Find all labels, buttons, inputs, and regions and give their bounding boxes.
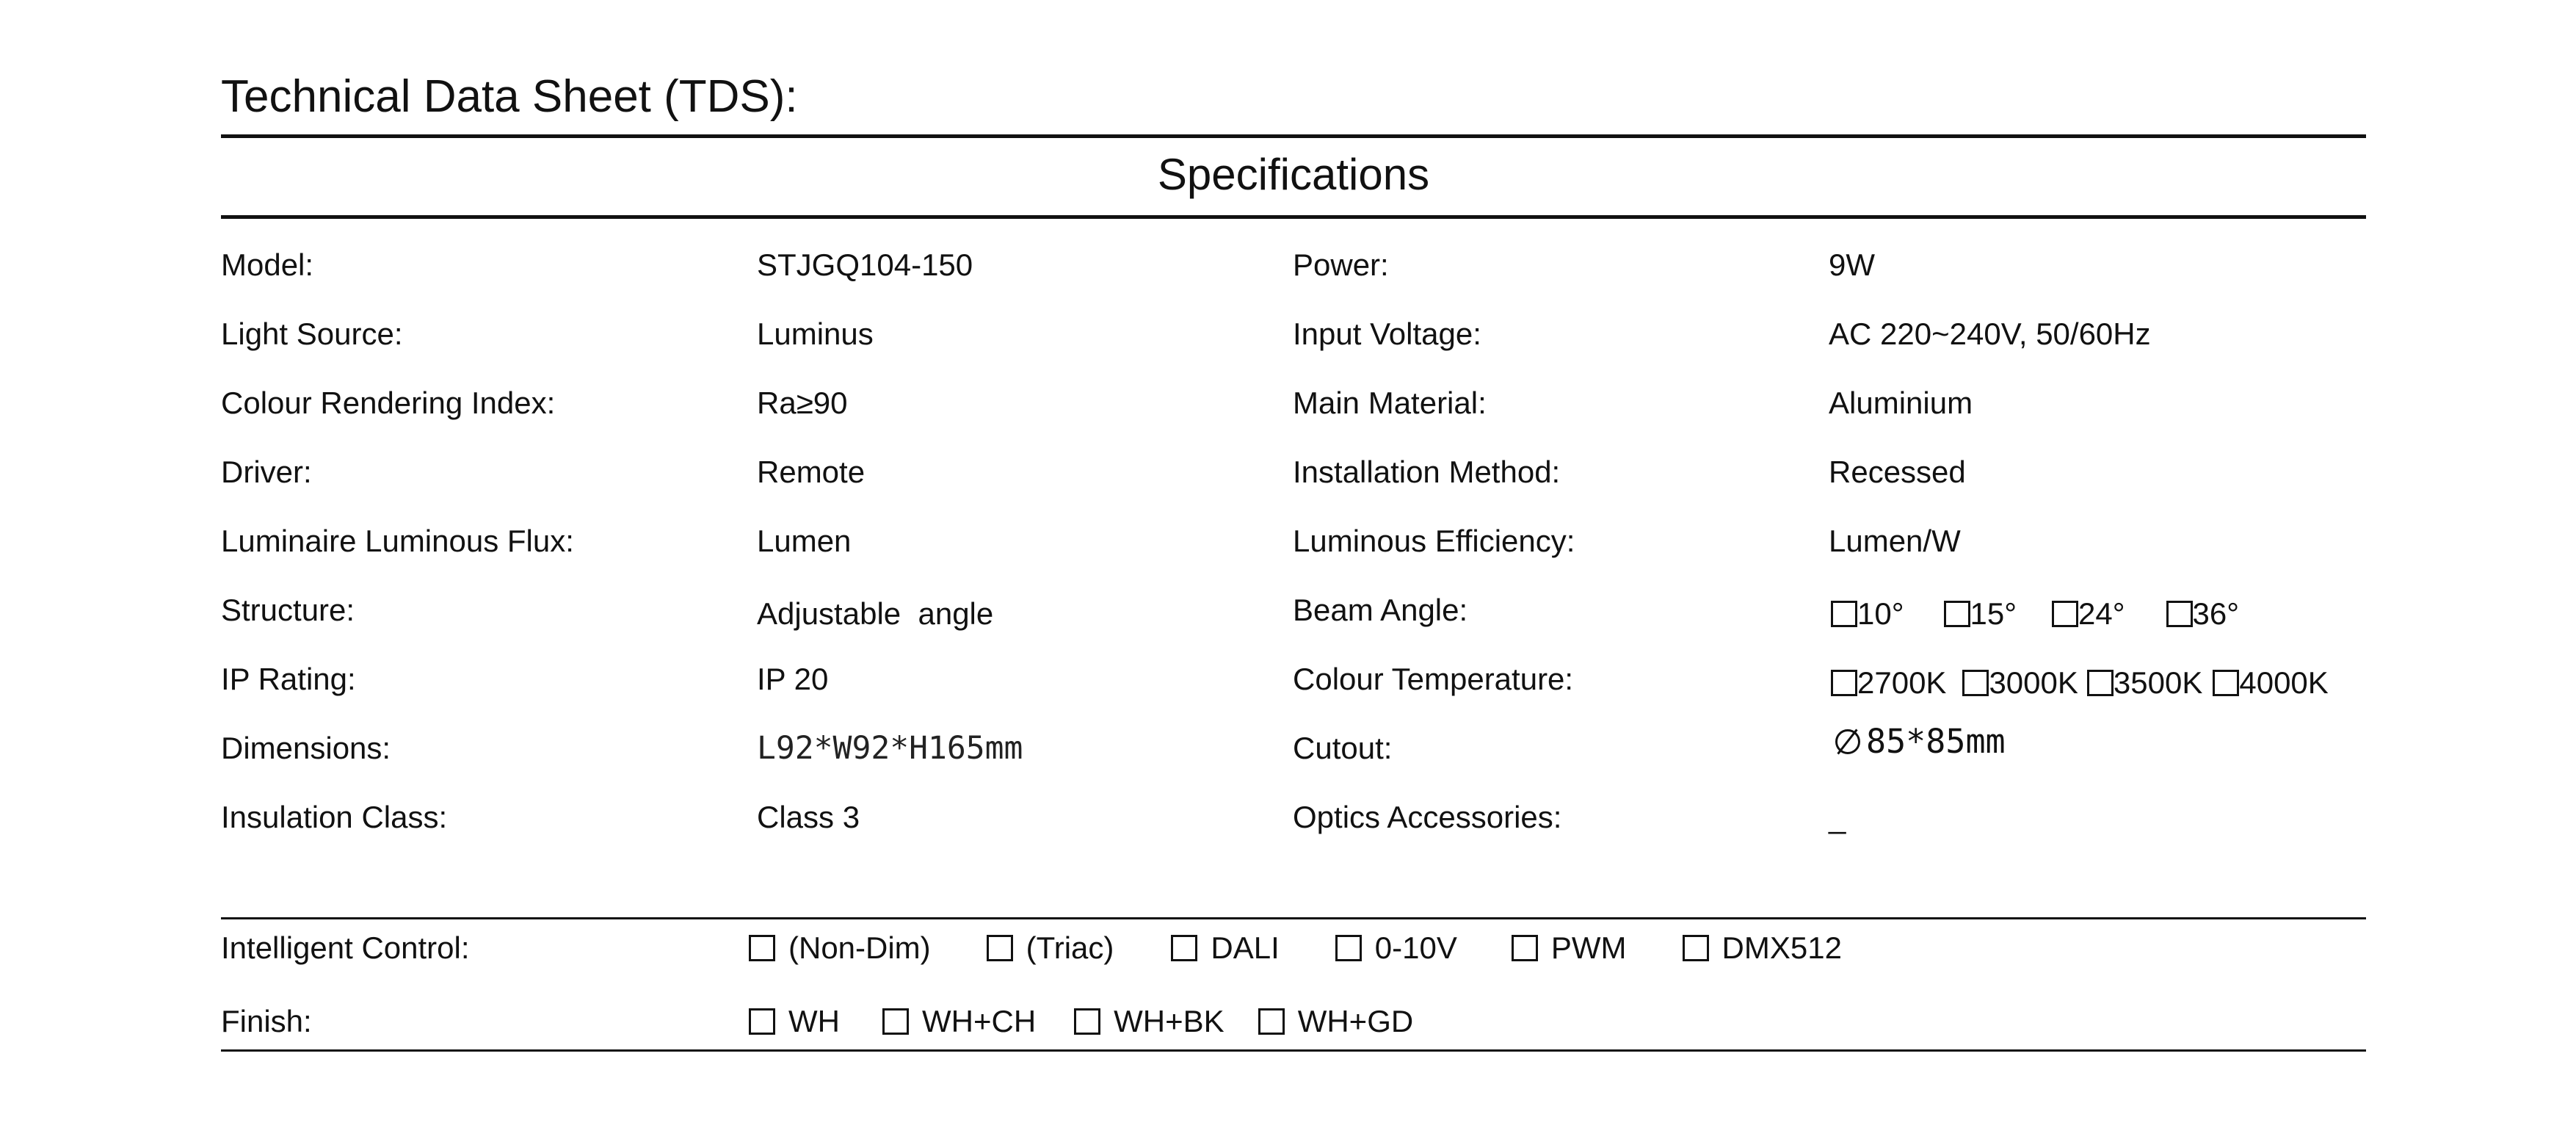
control-option-label: DALI [1211, 930, 1280, 965]
main-material-value: Aluminium [1829, 386, 1973, 420]
checkbox-icon[interactable] [1512, 935, 1538, 961]
finish-options [749, 1002, 1413, 1041]
beam-angle-option[interactable] [2166, 595, 2240, 633]
finish-label: Finish: [221, 1004, 312, 1038]
cutout-value-text: 85*85mm [1866, 722, 2006, 761]
colour-temp-option-label: 4000K [2239, 665, 2329, 700]
input-voltage-label: Input Voltage: [1293, 317, 1481, 351]
finish-bottom-rule [221, 1049, 2366, 1052]
control-option[interactable] [1512, 929, 1627, 967]
checkbox-icon[interactable] [1171, 935, 1197, 961]
control-option[interactable] [1683, 929, 1842, 967]
checkbox-icon[interactable] [1258, 1008, 1285, 1035]
optics-value: _ [1829, 800, 1846, 834]
cri-label: Colour Rendering Index: [221, 386, 556, 420]
checkbox-icon[interactable] [1962, 670, 1989, 696]
dimensions-label: Dimensions: [221, 731, 391, 765]
beam-angle-option[interactable] [1831, 595, 1904, 633]
checkbox-icon[interactable] [1683, 935, 1709, 961]
cri-value: Ra≥90 [757, 386, 848, 420]
efficiency-value: Lumen/W [1829, 524, 1961, 558]
checkbox-icon[interactable] [1944, 601, 1970, 627]
finish-option[interactable] [882, 1002, 1036, 1041]
light-source-label: Light Source: [221, 317, 403, 351]
heading-rule [221, 215, 2366, 219]
checkbox-icon[interactable] [1335, 935, 1362, 961]
power-value: 9W [1829, 247, 1875, 282]
control-option-label: DMX512 [1721, 930, 1842, 965]
input-voltage-value: AC 220~240V, 50/60Hz [1829, 317, 2151, 351]
beam-angle-option-label: 36° [2192, 596, 2240, 631]
checkbox-icon[interactable] [749, 1008, 775, 1035]
document-title: Technical Data Sheet (TDS): [221, 71, 798, 122]
control-option-label: PWM [1550, 930, 1627, 965]
finish-option-label: WH [788, 1004, 840, 1038]
ip-rating-value: IP 20 [757, 662, 829, 696]
colour-temp-option[interactable] [2213, 664, 2328, 702]
checkbox-icon[interactable] [1831, 670, 1857, 696]
main-material-label: Main Material: [1293, 386, 1487, 420]
light-source-value: Luminus [757, 317, 874, 351]
cutout-value [1835, 723, 2006, 761]
colour-temp-option-label: 2700K [1857, 665, 1947, 700]
power-label: Power: [1293, 247, 1389, 282]
efficiency-label: Luminous Efficiency: [1293, 524, 1575, 558]
beam-angle-option[interactable] [2052, 595, 2125, 633]
control-top-rule [221, 917, 2366, 919]
colour-temp-option[interactable] [1962, 664, 2078, 702]
beam-angle-label: Beam Angle: [1293, 593, 1468, 627]
driver-value: Remote [757, 455, 866, 489]
control-option-label: (Triac) [1026, 930, 1114, 965]
colour-temp-option-label: 3000K [1989, 665, 2078, 700]
section-heading: Specifications [1157, 150, 1430, 199]
driver-label: Driver: [221, 455, 312, 489]
structure-value: Adjustable angle [757, 596, 994, 631]
insulation-value: Class 3 [757, 800, 860, 834]
colour-temp-label: Colour Temperature: [1293, 662, 1574, 696]
checkbox-icon[interactable] [749, 935, 775, 961]
checkbox-icon[interactable] [1831, 601, 1857, 627]
checkbox-icon[interactable] [987, 935, 1013, 961]
installation-value: Recessed [1829, 455, 1966, 489]
control-option[interactable] [1171, 929, 1279, 967]
beam-angle-option-label: 10° [1857, 596, 1904, 631]
model-value: STJGQ104-150 [757, 247, 973, 282]
dimensions-value: L92*W92*H165mm [757, 730, 1023, 767]
control-option-label: (Non-Dim) [788, 930, 931, 965]
finish-option-label: WH+BK [1114, 1004, 1224, 1038]
ip-rating-label: IP Rating: [221, 662, 356, 696]
beam-angle-option-label: 15° [1970, 596, 2017, 631]
finish-option[interactable] [1258, 1002, 1414, 1041]
checkbox-icon[interactable] [2087, 670, 2114, 696]
colour-temp-options [1831, 664, 2329, 702]
cutout-label: Cutout: [1293, 731, 1393, 765]
insulation-label: Insulation Class: [221, 800, 448, 834]
colour-temp-option-label: 3500K [2113, 665, 2203, 700]
finish-option[interactable] [749, 1002, 840, 1041]
optics-label: Optics Accessories: [1293, 800, 1562, 834]
intelligent-control-options [749, 929, 1842, 967]
beam-angle-options [1831, 595, 2239, 633]
checkbox-icon[interactable] [2052, 601, 2078, 627]
checkbox-icon[interactable] [2213, 670, 2239, 696]
flux-value: Lumen [757, 524, 852, 558]
flux-label: Luminaire Luminous Flux: [221, 524, 574, 558]
checkbox-icon[interactable] [1074, 1008, 1100, 1035]
finish-option-label: WH+GD [1297, 1004, 1414, 1038]
control-option[interactable] [749, 929, 931, 967]
installation-label: Installation Method: [1293, 455, 1561, 489]
beam-angle-option[interactable] [1944, 595, 2017, 633]
model-label: Model: [221, 247, 314, 282]
finish-option-label: WH+CH [921, 1004, 1037, 1038]
intelligent-control-label: Intelligent Control: [221, 930, 470, 965]
colour-temp-option[interactable] [1831, 664, 1946, 702]
checkbox-icon[interactable] [2166, 601, 2193, 627]
structure-label: Structure: [221, 593, 355, 627]
beam-angle-option-label: 24° [2078, 596, 2125, 631]
control-option-label: 0-10V [1374, 930, 1457, 965]
title-rule [221, 134, 2366, 138]
colour-temp-option[interactable] [2087, 664, 2202, 702]
control-option[interactable] [987, 929, 1114, 967]
checkbox-icon[interactable] [882, 1008, 909, 1035]
control-option[interactable] [1335, 929, 1457, 967]
finish-option[interactable] [1074, 1002, 1224, 1041]
diameter-icon [1835, 729, 1860, 754]
